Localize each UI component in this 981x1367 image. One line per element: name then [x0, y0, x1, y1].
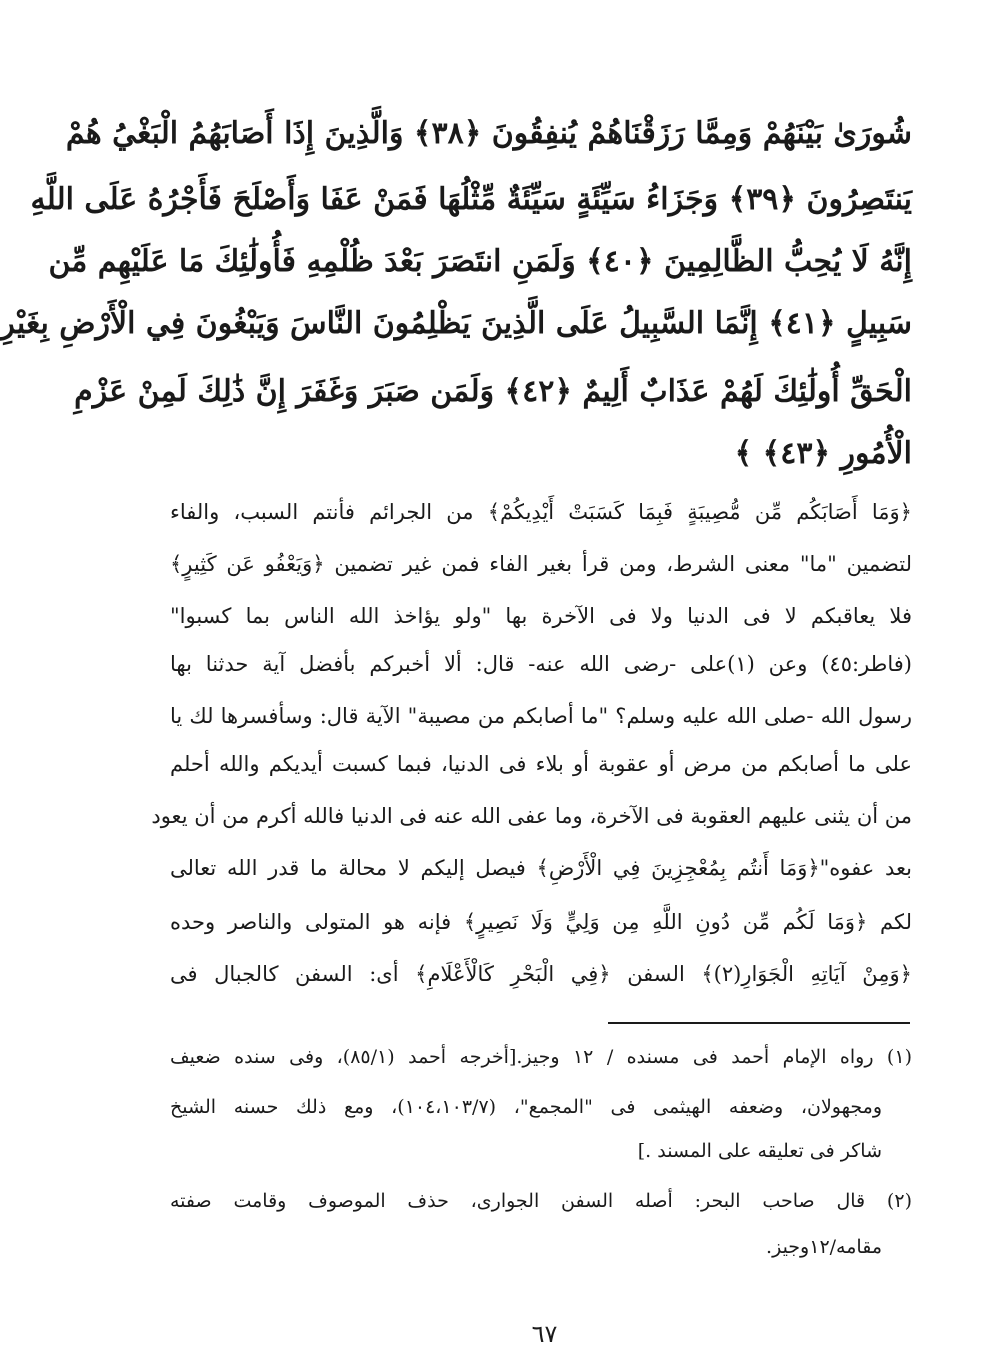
page-number: ٦٧: [531, 1320, 558, 1348]
footnote-line: (٢) قال صاحب البحر: أصله السفن الجوارى، حذف الموصوف وقامت صفته: [170, 1190, 912, 1212]
commentary-line: ﴿وَمِنْ آيَاتِهِ الْجَوَارِ(٢)﴾ السفن ﴿فِي الْبَحْرِ كَالْأَعْلَامِ﴾ أى: السفن كالجبال فى: [170, 962, 912, 986]
verse-line: إِنَّهُ لَا يُحِبُّ الظَّالِمِينَ ﴿٤٠﴾ وَلَمَنِ انتَصَرَ بَعْدَ ظُلْمِهِ فَأُولَٰئِكَ مَا عَلَيْهِم مِّن: [48, 244, 912, 279]
commentary-line: لكم ﴿وَمَا لَكُم مِّن دُونِ اللَّهِ مِن وَلِيٍّ وَلَا نَصِيرٍ﴾ فإنه هو المتولى والناصر وحده: [170, 910, 912, 934]
commentary-line: فلا يعاقبكم لا فى الدنيا ولا فى الآخرة بها "ولو يؤاخذ الله الناس بما كسبوا": [170, 604, 912, 628]
verse-line: الْأُمُورِ ﴿٤٣﴾ ﴾: [734, 436, 912, 471]
footnote-line: شاكر فى تعليقه على المسند .]: [637, 1140, 882, 1162]
commentary-line: على ما أصابكم من مرض أو عقوبة أو بلاء فى الدنيا، فبما كسبت أيديكم والله أحلم: [170, 752, 912, 776]
footnote-line: ومجهولان، وضعفه الهيثمى فى "المجمع"، (١٠٤،١٠٣/٧)، ومع ذلك حسنه الشيخ: [170, 1096, 882, 1118]
footnote-line: (١) رواه الإمام أحمد فى مسنده / ١٢ وجيز.[أخرجه أحمد (٨٥/١)، وفى سنده ضعيف: [170, 1046, 912, 1068]
commentary-line: من أن يثنى عليهم العقوبة فى الآخرة، وما عفى الله عنه فى الدنيا فالله أكرم من أن يعود: [151, 804, 912, 828]
footnote-line: مقامه/١٢وجيز.: [766, 1236, 882, 1258]
commentary-line: بعد عفوه"﴿وَمَا أَنتُم بِمُعْجِزِينَ فِي الْأَرْضِ﴾ فيصل إليكم لا محالة ما قدر الله تعالى: [170, 856, 912, 880]
commentary-line: ﴿وَمَا أَصَابَكُم مِّن مُّصِيبَةٍ فَبِمَا كَسَبَتْ أَيْدِيكُمْ﴾ من الجرائم فأنتم السبب، والفاء: [170, 500, 912, 524]
verse-line: شُورَىٰ بَيْنَهُمْ وَمِمَّا رَزَقْنَاهُمْ يُنفِقُونَ ﴿٣٨﴾ وَالَّذِينَ إِذَا أَصَابَهُمُ الْبَغْيُ هُمْ: [65, 116, 912, 151]
commentary-line: رسول الله -صلى الله عليه وسلم؟ "ما أصابكم من مصيبة" الآية قال: وسأفسرها لك يا: [170, 704, 912, 728]
verse-line: الْحَقِّ أُولَٰئِكَ لَهُمْ عَذَابٌ أَلِيمٌ ﴿٤٢﴾ وَلَمَن صَبَرَ وَغَفَرَ إِنَّ ذَٰلِكَ لَمِنْ عَزْمِ: [74, 374, 912, 409]
commentary-line: (فاطر:٤٥) وعن (١)على -رضى الله عنه- قال: ألا أخبركم بأفضل آية حدثنا بها: [170, 652, 912, 676]
footnote-divider: [608, 1022, 910, 1024]
verse-line: يَنتَصِرُونَ ﴿٣٩﴾ وَجَزَاءُ سَيِّئَةٍ سَيِّئَةٌ مِّثْلُهَا فَمَنْ عَفَا وَأَصْلَحَ فَأَجْرُهُ عَلَى اللَّهِ: [30, 182, 912, 217]
commentary-line: لتضمين "ما" معنى الشرط، ومن قرأ بغير الفاء فمن غير تضمين ﴿وَيَعْفُو عَن كَثِيرٍ﴾: [170, 552, 912, 576]
verse-line: سَبِيلٍ ﴿٤١﴾ إِنَّمَا السَّبِيلُ عَلَى الَّذِينَ يَظْلِمُونَ النَّاسَ وَيَبْغُونَ فِي الْأَرْضِ بِغَيْرِ: [0, 306, 912, 341]
